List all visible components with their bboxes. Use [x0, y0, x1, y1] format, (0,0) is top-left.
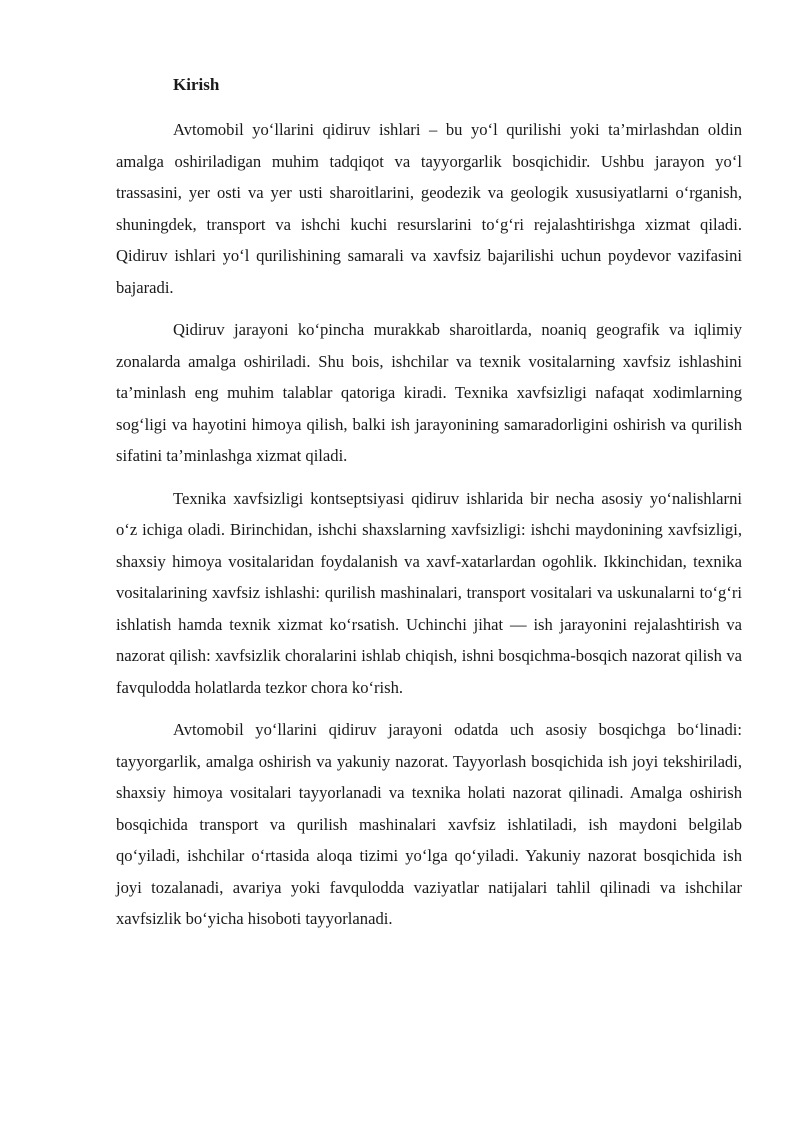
section-heading: Kirish	[173, 75, 220, 94]
paragraph-3: Texnika xavfsizligi kontseptsiyasi qidiruv ishlarida bir necha asosiy yo‘nalishlarni o‘z ichiga oladi. Birinchidan, ishchi shaxslarning xavfsizligi: ishchi maydonining xavfsizligi, shaxsiy himoya vositalaridan foydalanish va xavf-xatarlardan ogohlik. Ikkinchidan, texnika vositalarining xavfsiz ishlashi: qurilish mashinalari, transport vositalari va uskunalarni to‘g‘ri ishlatish hamda texnik xizmat ko‘rsatish. Uchinchi jihat — ish jarayonini rejalashtirish va nazorat qilish: xavfsizlik choralarini ishlab chiqish, ishni bosqichma-bosqich nazorat qilish va favqulodda holatlarda tezkor chora ko‘rish.	[116, 488, 742, 697]
paragraph-1: Avtomobil yo‘llarini qidiruv ishlari – bu yo‘l qurilishi yoki ta’mirlashdan oldin amalga oshiriladigan muhim tadqiqot va tayyorgarlik bosqichidir. Ushbu jarayon yo‘l trassasini, yer osti va yer usti sharoitlarini, geodezik va geologik xususiyatlarni o‘rganish, shuningdek, transport va ishchi kuchi resurslarini to‘g‘ri rejalashtirishga xizmat qiladi. Qidiruv ishlari yo‘l qurilishining samarali va xavfsiz bajarilishi uchun poydevor vazifasini bajaradi.	[116, 120, 742, 297]
paragraph-4: Avtomobil yo‘llarini qidiruv jarayoni odatda uch asosiy bosqichga bo‘linadi: tayyorgarlik, amalga oshirish va yakuniy nazorat. Tayyorlash bosqichida ish joyi tekshiriladi, shaxsiy himoya vositalari tayyorlanadi va texnika holati nazorat qilinadi. Amalga oshirish bosqichida transport va qurilish mashinalari xavfsiz ishlatiladi, ish maydoni belgilab qo‘yiladi, ishchilar o‘rtasida aloqa tizimi yo‘lga qo‘yiladi. Yakuniy nazorat bosqichida ish joyi tozalanadi, avariya yoki favqulodda vaziyatlar natijalari tahlil qilinadi va ishchilar xavfsizlik bo‘yicha hisoboti tayyorlanadi.	[116, 720, 742, 928]
paragraph-2: Qidiruv jarayoni ko‘pincha murakkab sharoitlarda, noaniq geografik va iqlimiy zonalarda amalga oshiriladi. Shu bois, ishchilar va texnik vositalarning xavfsiz ishlashini ta’minlash eng muhim talablar qatoriga kiradi. Texnika xavfsizligi nafaqat xodimlarning sog‘ligi va hayotini himoya qilish, balki ish jarayonining samaradorligini oshirish va qurilish sifatini ta’minlashga xizmat qiladi.	[116, 320, 742, 465]
